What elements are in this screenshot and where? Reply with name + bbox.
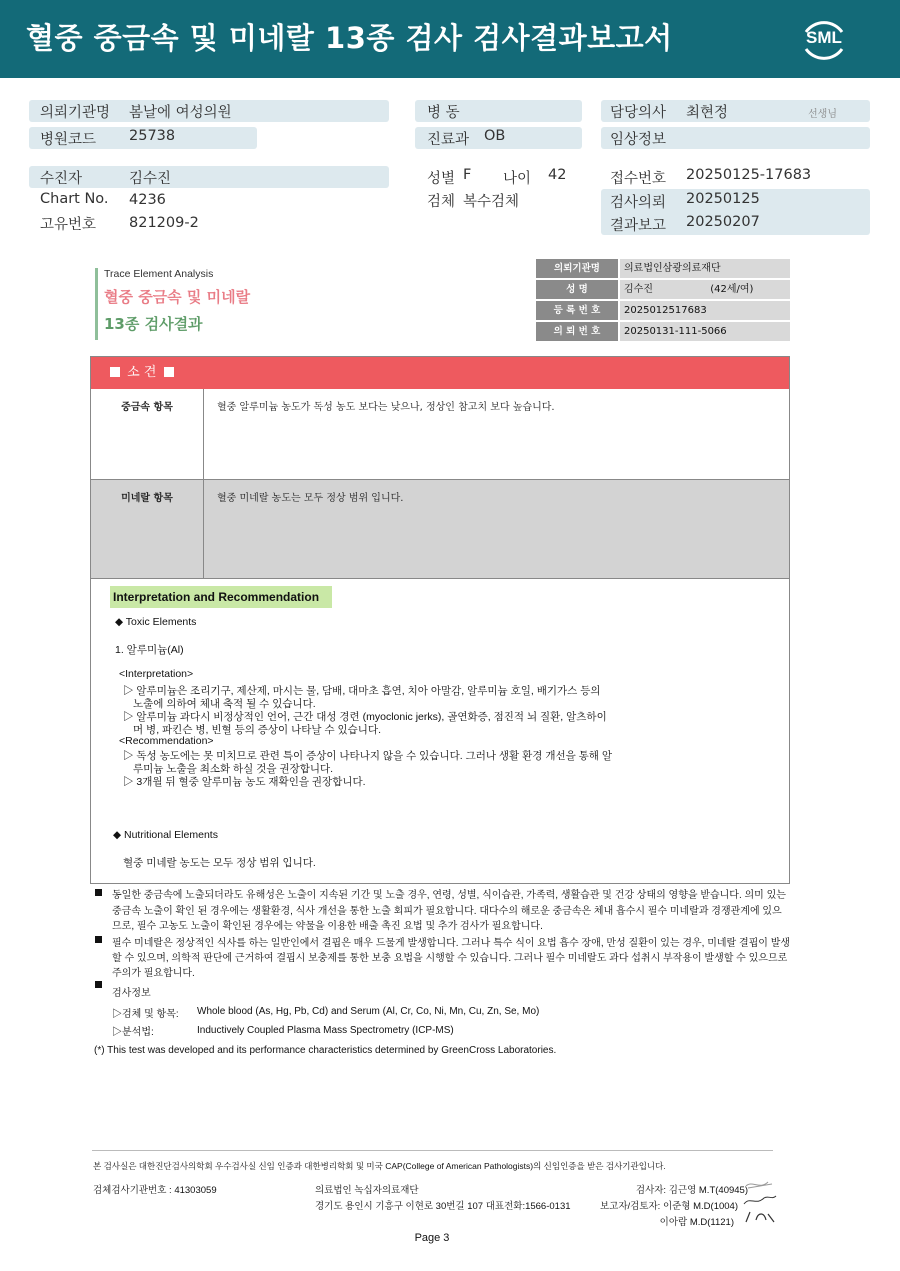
interp-line: ▷ 알루미늄은 조리기구, 제산제, 마시는 물, 담배, 대마초 흡연, 치아 아말감, 알루미늄 호일, 배기가스 등의 [123, 685, 601, 697]
receipt-value: 20250125-17683 [686, 167, 812, 183]
heavy-metal-label: 중금속 항목 [91, 389, 204, 479]
specimen-value: Whole blood (As, Hg, Pb, Cd) and Serum (Al, Cr, Co, Ni, Mn, Cu, Zn, Se, Mo) [197, 1006, 540, 1017]
specimen-value: 복수검체 [463, 194, 520, 210]
row-key: 성 명 [536, 280, 618, 299]
id-value: 821209-2 [129, 215, 199, 231]
org-name: 의료법인 녹십자의료재단 [315, 1185, 419, 1196]
report-label: 결과보고 [610, 218, 667, 234]
id-label: 고유번호 [40, 217, 97, 233]
sex-value: F [463, 167, 472, 183]
clinical-label: 임상정보 [610, 132, 667, 148]
findings-header [91, 357, 789, 389]
doctor-label: 담당의사 [610, 105, 667, 121]
org-number: 검체검사기관번호 : 41303059 [93, 1185, 217, 1196]
dept-label: 진료과 [427, 132, 470, 148]
mineral-row [91, 479, 789, 578]
recommendation-tag: <Recommendation> [119, 735, 214, 747]
mineral-text: 혈중 미네랄 농도는 모두 정상 범위 입니다. [217, 493, 404, 504]
section-title-en: Trace Element Analysis [104, 268, 214, 280]
section-title-ko-line1: 혈중 중금속 및 미네랄 [104, 288, 251, 306]
footer-divider [92, 1150, 773, 1151]
sex-label: 성별 [427, 171, 456, 187]
interpretation-tag: <Interpretation> [119, 668, 194, 680]
table-row [536, 259, 790, 278]
row-key: 등 록 번 호 [536, 301, 618, 320]
item-aluminum: 1. 알루미늄(Al) [115, 644, 184, 656]
row-value: 20250131-111-5066 [620, 322, 790, 341]
tester: 검사자: 김근영 M.T(40945) [635, 1185, 748, 1196]
certification-text: 본 검사실은 대한진단검사의학회 우수검사실 신임 인증과 대한병리학회 및 미국 CAP(College of American Pathologists)의 신임인증을 받은 검사기관입니다. [93, 1161, 666, 1171]
interpretation-section [91, 578, 789, 884]
institution-label: 의뢰기관명 [40, 105, 111, 121]
chart-value: 4236 [129, 192, 166, 208]
row-key: 의뢰기관명 [536, 259, 618, 278]
specimen-label: 검체 [427, 194, 456, 210]
request-label: 검사의뢰 [610, 195, 667, 211]
square-icon [110, 367, 120, 377]
heavy-metal-row [91, 389, 789, 479]
age-value: 42 [548, 167, 567, 183]
reviewer: 이아람 M.D(1121) [659, 1217, 734, 1228]
heavy-metal-text: 혈중 알루미늄 농도가 독성 농도 보다는 낮으나, 정상인 참고치 보다 높습니다. [217, 402, 555, 413]
name-value: 김수진 [129, 171, 172, 187]
findings-box [90, 356, 790, 884]
mineral-label: 미네랄 항목 [91, 480, 204, 578]
page-number: Page 3 [414, 1232, 450, 1244]
findings-header-label: 소 견 [127, 365, 157, 380]
nutritional-text: 혈중 미네랄 농도는 모두 정상 범위 입니다. [123, 857, 316, 869]
interpretation-header: Interpretation and Recommendation [110, 586, 332, 608]
test-info-title: 검사정보 [112, 988, 151, 999]
rec-line: ▷ 독성 농도에는 못 미치므로 관련 특이 증상이 나타나지 않을 수 있습니다. 그러나 생활 환경 개선을 통해 알 [123, 750, 613, 762]
org-address: 경기도 용인시 기흥구 이현로 30번길 107 대표전화:1566-0131 [315, 1201, 571, 1212]
note-line: 중금속 노출이 확인 된 경우에는 생활환경, 식사 개선을 통한 노출 회피가 필요합니다. 대다수의 해로운 중금속은 체내 흡수시 필수 미네랄과 경쟁관계에 있으 [112, 906, 782, 917]
specimen-label: ▷검체 및 항목: [112, 1009, 179, 1020]
hospital-code-value: 25738 [129, 128, 176, 144]
table-row [536, 301, 790, 320]
rec-line: 루미늄 노출을 최소화 하실 것을 권장합니다. [133, 763, 334, 775]
request-value: 20250125 [686, 191, 760, 207]
disclaimer: (*) This test was developed and its performance characteristics determined by GreenCross Laboratories. [94, 1045, 557, 1056]
interp-line: 노출에 의하여 체내 축적 될 수 있습니다. [133, 698, 316, 710]
square-icon [164, 367, 174, 377]
method-value: Inductively Coupled Plasma Mass Spectrometry (ICP-MS) [197, 1025, 454, 1036]
hospital-code-label: 병원코드 [40, 132, 97, 148]
bullet-icon [95, 981, 102, 988]
reporter: 보고자/검토자: 이준형 M.D(1004) [599, 1201, 738, 1212]
report-value: 20250207 [686, 214, 760, 230]
nutritional-title: ◆ Nutritional Elements [113, 829, 218, 841]
logo-text: SML [806, 28, 842, 47]
report-title: 혈중 중금속 및 미네랄 13종 검사 검사결과보고서 [26, 21, 673, 55]
section-title [95, 268, 395, 340]
table-row [536, 322, 790, 341]
receipt-label: 접수번호 [610, 171, 667, 187]
doctor-suffix: 선생님 [808, 109, 837, 120]
age-label: 나이 [503, 171, 532, 187]
interp-line: ▷ 알루미늄 과다시 비정상적인 언어, 근간 대성 경련 (myoclonic jerks), 골연화증, 점진적 뇌 질환, 알츠하이 [123, 711, 607, 723]
bullet-icon [95, 936, 102, 943]
signature-icon [742, 1176, 778, 1226]
row-value: 2025012517683 [620, 301, 790, 320]
interp-line: 머 병, 파킨슨 병, 빈혈 등의 증상이 나타날 수 있습니다. [133, 724, 382, 736]
row-value: 김수진 (42세/여) [620, 280, 790, 299]
note-line: 주의가 필요합니다. [112, 968, 195, 979]
note-line: 할 수 있으며, 의학적 판단에 근거하여 결핍시 보충제를 통한 보충 요법을 시행할 수 있습니다. 그러나 필수 미네랄도 과다 섭취시 부작용이 발생할 수 있으므로 [112, 953, 788, 964]
chart-label: Chart No. [40, 191, 109, 207]
bullet-icon [95, 889, 102, 896]
note-line: 동일한 중금속에 노출되더라도 유해성은 노출이 지속된 기간 및 노출 경우, 연령, 성별, 식이습관, 가족력, 생활습관 및 건강 상태의 영향을 받습니다. 의미 있는 [112, 890, 786, 901]
institution-value: 봄날에 여성의원 [129, 105, 232, 121]
row-value: 의료법인삼광의료재단 [620, 259, 790, 278]
dept-value: OB [484, 128, 506, 144]
patient-info [0, 0, 900, 240]
toxic-title: ◆ Toxic Elements [115, 616, 197, 628]
doctor-value: 최현정 [686, 105, 729, 121]
note-line: 므로, 필수 고농도 노출이 확인된 경우에는 약물을 이용한 배출 촉진 요법 및 추가 검사가 필요합니다. [112, 921, 543, 932]
note-line: 필수 미네랄은 정상적인 식사를 하는 일반인에서 결핍은 매우 드물게 발생합니다. 그러나 특수 식이 요법 흡수 장애, 만성 질환이 있는 경우, 미네랄 결핍이 발생 [112, 938, 791, 949]
ward-label: 병 동 [427, 105, 460, 121]
method-label: ▷분석법: [112, 1027, 154, 1038]
table-row [536, 280, 790, 299]
row-key: 의 뢰 번 호 [536, 322, 618, 341]
rec-line: ▷ 3개월 뒤 혈중 알루미늄 농도 재확인을 권장합니다. [123, 776, 366, 788]
section-title-ko-line2: 13종 검사결과 [104, 315, 203, 333]
name-label: 수진자 [40, 171, 83, 187]
